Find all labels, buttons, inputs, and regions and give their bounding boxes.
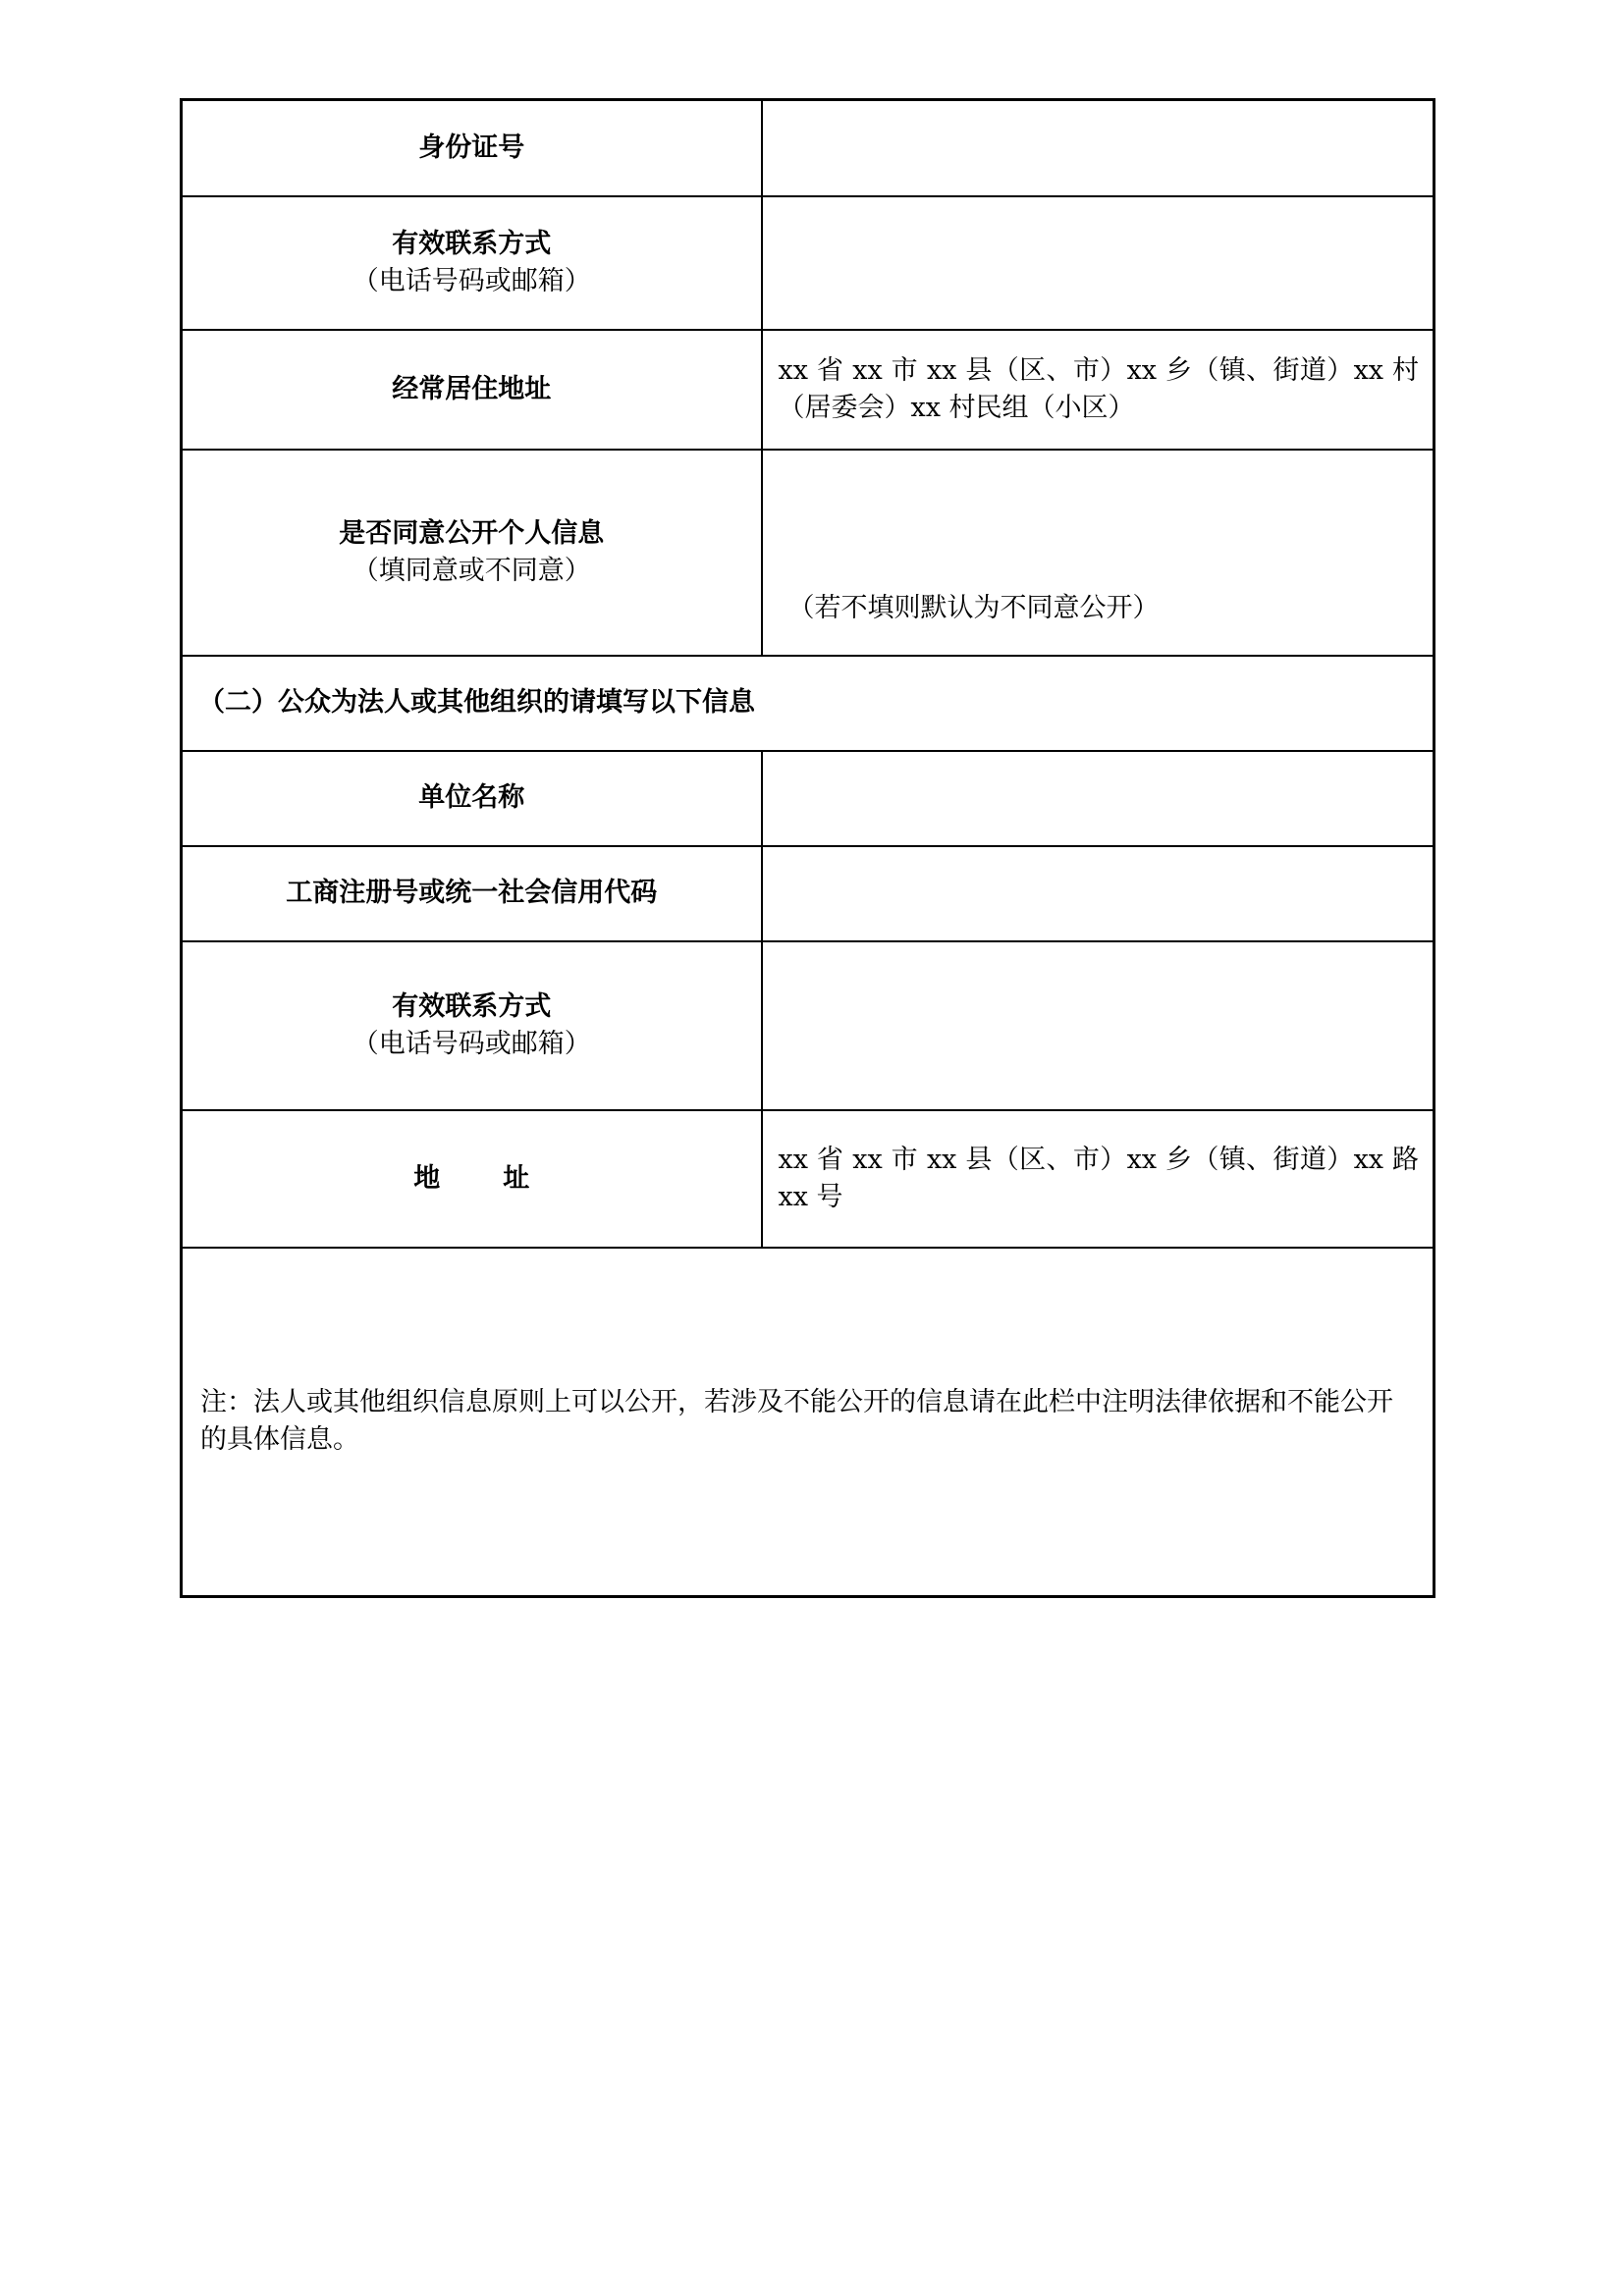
row-org-name — [182, 751, 1435, 846]
personal-contact-field[interactable] — [762, 196, 1435, 330]
personal-contact-label: 有效联系方式 — [392, 228, 552, 259]
note-field[interactable] — [182, 1248, 1435, 1597]
id-number-field[interactable] — [762, 100, 1435, 196]
org-contact-label-cell — [182, 941, 762, 1110]
residence-value: xx 省 xx 市 xx 县（区、市）xx 乡（镇、街道）xx 村（居委会）xx 村民组（小区） — [778, 354, 1419, 423]
residence-field[interactable] — [762, 330, 1435, 450]
personal-contact-sublabel: （电话号码或邮箱） — [352, 265, 591, 296]
row-section-2 — [182, 656, 1435, 751]
row-residence — [182, 330, 1435, 450]
row-id-number — [182, 100, 1435, 196]
id-number-label-cell — [182, 100, 762, 196]
consent-field[interactable] — [762, 450, 1435, 656]
org-name-label: 单位名称 — [418, 782, 525, 813]
id-number-label: 身份证号 — [418, 132, 525, 163]
reg-code-label-cell — [182, 846, 762, 941]
reg-code-label: 工商注册号或统一社会信用代码 — [286, 878, 658, 908]
section-2-heading: （二）公众为法人或其他组织的请填写以下信息 — [198, 687, 755, 718]
residence-label: 经常居住地址 — [392, 373, 552, 404]
consent-label-cell — [182, 450, 762, 656]
org-address-value: xx 省 xx 市 xx 县（区、市）xx 乡（镇、街道）xx 路 xx 号 — [778, 1144, 1419, 1212]
org-name-field[interactable] — [762, 751, 1435, 846]
row-org-address — [182, 1110, 1435, 1248]
org-contact-label: 有效联系方式 — [392, 990, 552, 1022]
row-reg-code — [182, 846, 1435, 941]
reg-code-field[interactable] — [762, 846, 1435, 941]
org-address-field[interactable] — [762, 1110, 1435, 1248]
row-consent — [182, 450, 1435, 656]
consent-label: 是否同意公开个人信息 — [339, 517, 605, 549]
consent-sublabel: （填同意或不同意） — [352, 555, 591, 586]
row-personal-contact — [182, 196, 1435, 330]
consent-hint: （若不填则默认为不同意公开） — [787, 592, 1160, 623]
note-text: 注：法人或其他组织信息原则上可以公开，若涉及不能公开的信息请在此栏中注明法律依据和不能公开的具体信息。 — [200, 1387, 1393, 1456]
org-contact-sublabel: （电话号码或邮箱） — [352, 1028, 591, 1059]
row-org-contact — [182, 941, 1435, 1110]
org-name-label-cell — [182, 751, 762, 846]
org-address-label-cell — [182, 1110, 762, 1248]
residence-label-cell — [182, 330, 762, 450]
info-form-table — [180, 98, 1435, 1598]
row-note — [182, 1248, 1435, 1597]
org-contact-field[interactable] — [762, 941, 1435, 1110]
section-2-heading-cell — [182, 656, 1435, 751]
personal-contact-label-cell — [182, 196, 762, 330]
org-address-label: 地址 — [413, 1162, 593, 1194]
